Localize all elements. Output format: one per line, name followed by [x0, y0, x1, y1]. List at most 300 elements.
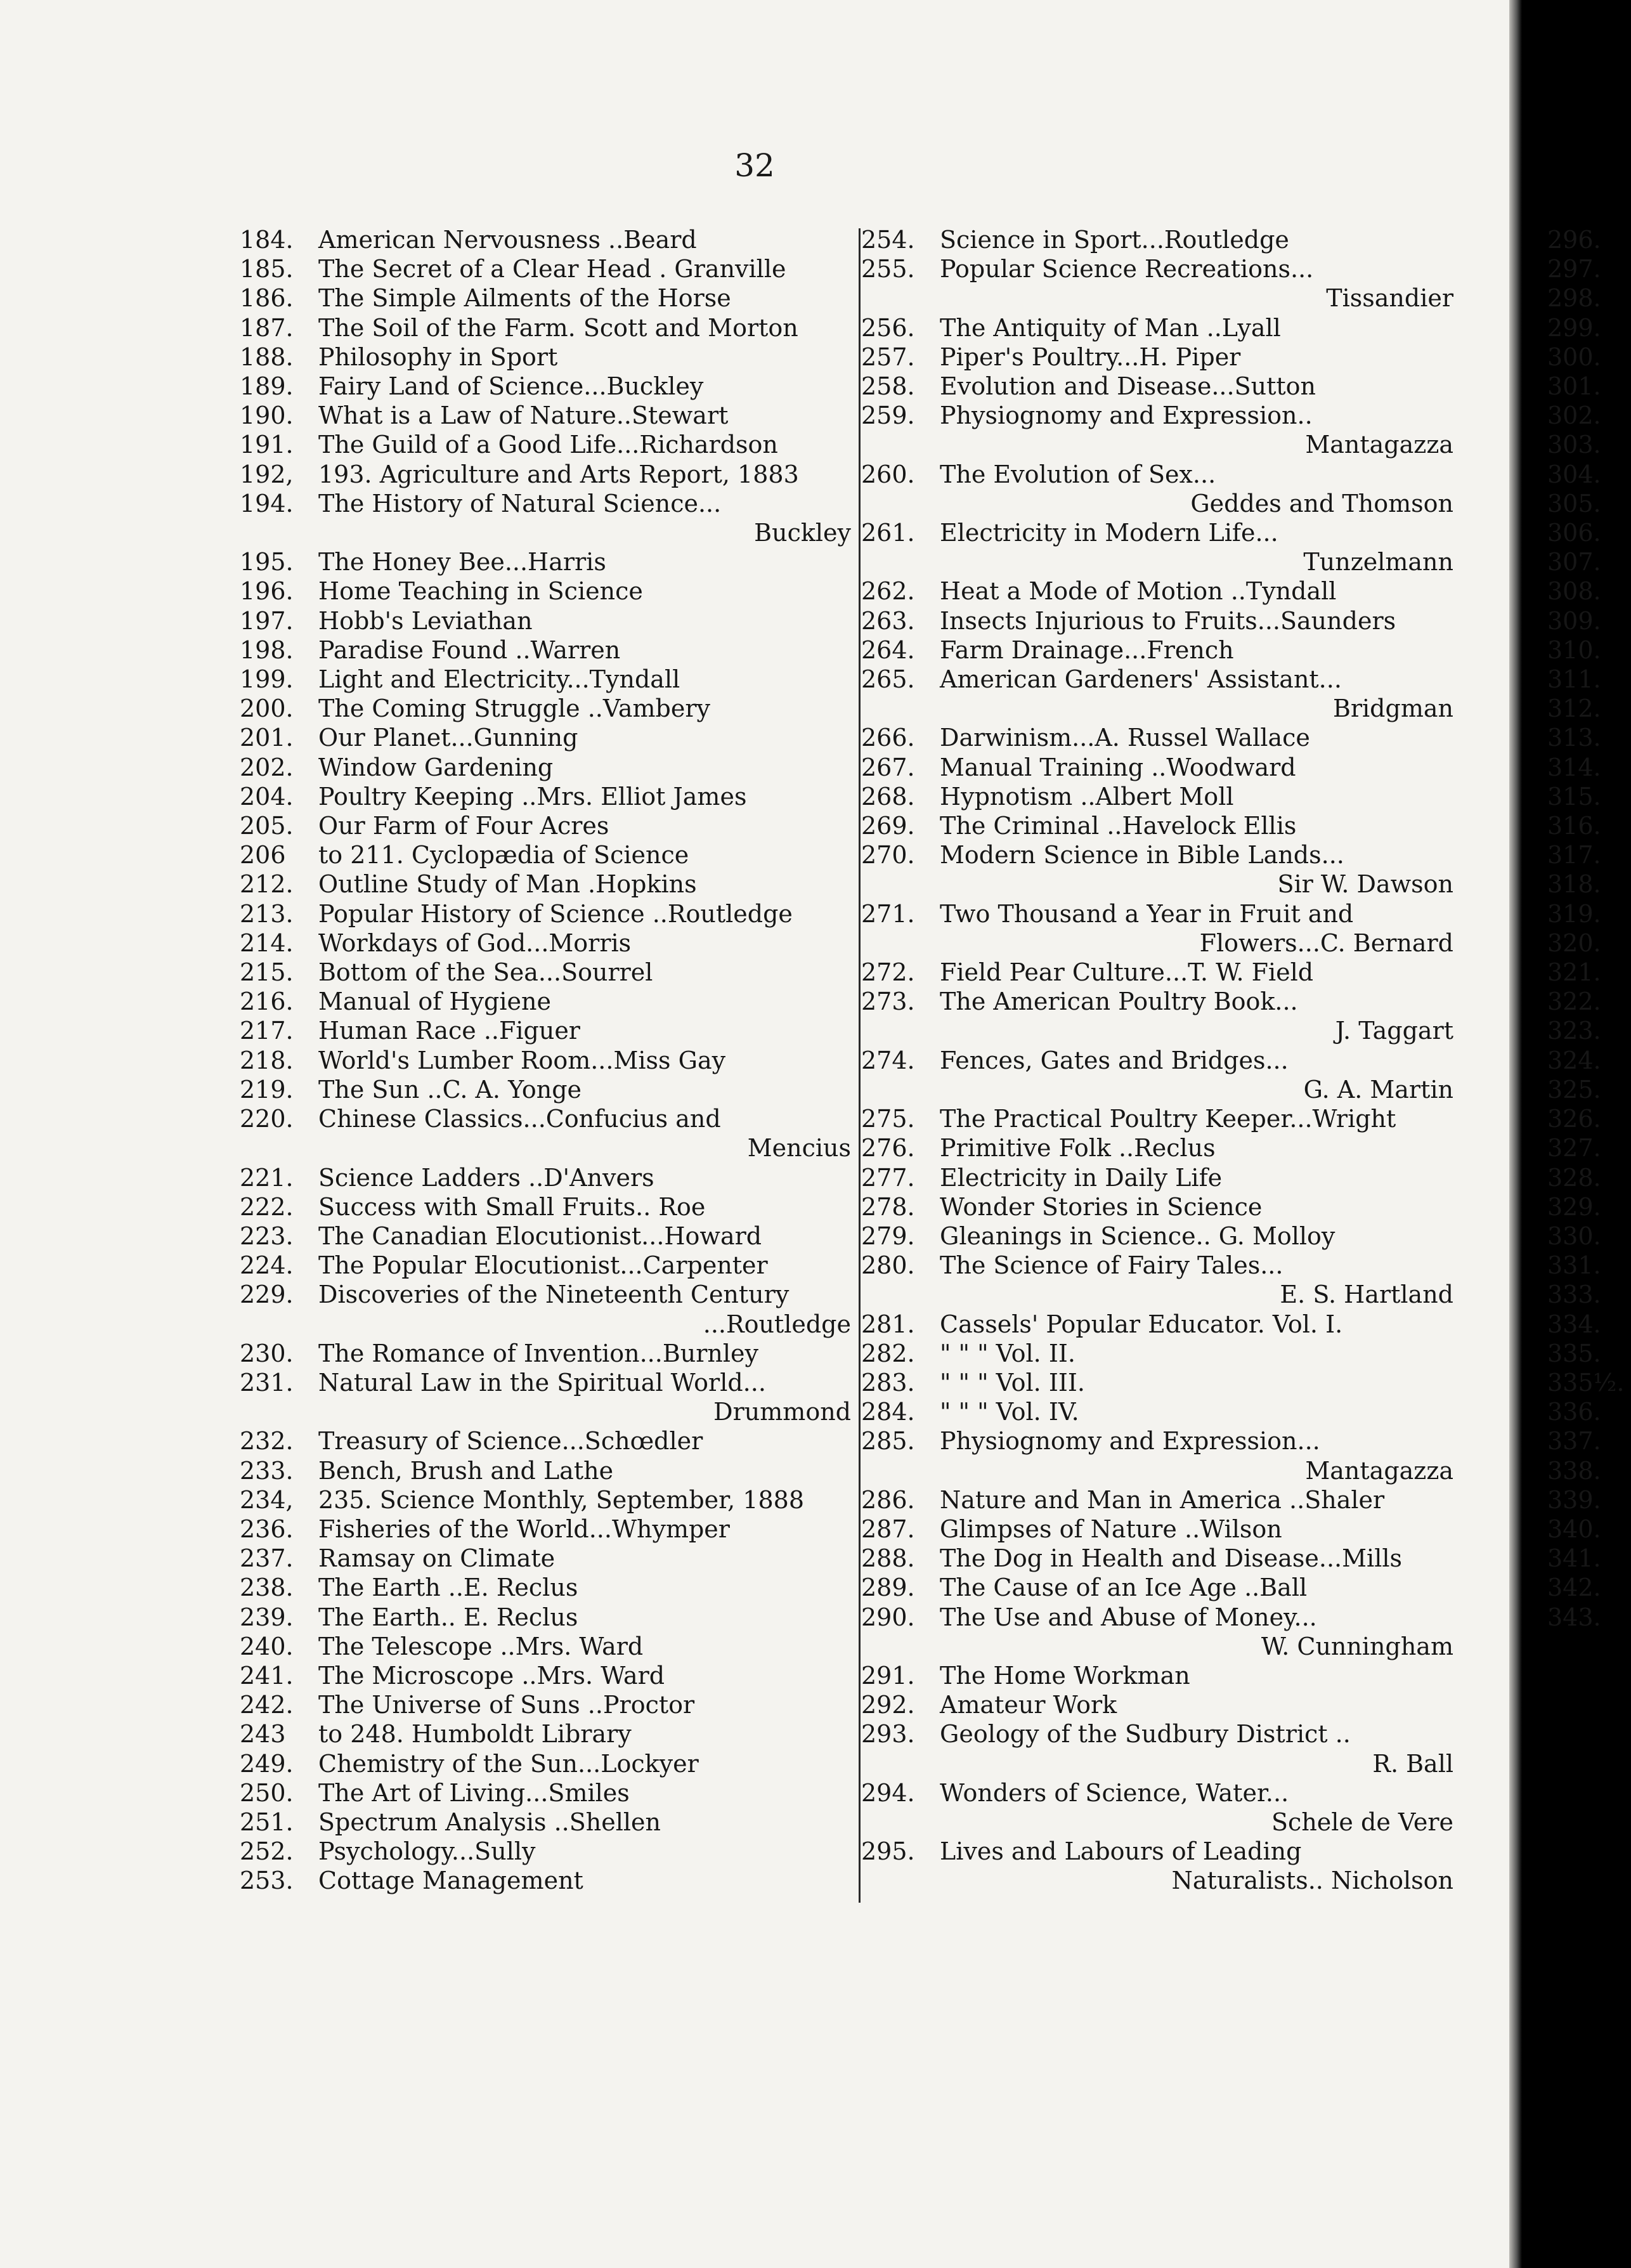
entry-title: Gleanings in Science.. G. Molloy: [940, 1222, 1335, 1250]
catalogue-entry: [861, 1046, 1459, 1104]
entry-number: 185.: [240, 255, 294, 284]
left-column: [240, 225, 856, 1896]
catalogue-entry: [240, 958, 856, 987]
catalogue-entry: [240, 1075, 856, 1104]
entry-number: 239.: [240, 1603, 294, 1631]
entry-title: The Science of Fairy Tales...: [940, 1251, 1283, 1280]
entry-number: 201.: [240, 724, 294, 752]
catalogue-entry: [861, 1368, 1459, 1397]
catalogue-entry: [1547, 694, 1631, 723]
catalogue-entry: [861, 840, 1459, 899]
entry-number: 280.: [861, 1251, 915, 1280]
entry-number: 224.: [240, 1251, 294, 1280]
entry-number: 219.: [240, 1075, 294, 1104]
catalogue-entry: [861, 899, 1459, 958]
entry-author-continuation: Tunzelmann: [1303, 548, 1453, 577]
entry-title: The Dog in Health and Disease...Mills: [940, 1544, 1402, 1573]
catalogue-entry: [1547, 547, 1631, 577]
entry-number: 214.: [240, 929, 294, 957]
catalogue-entry: [240, 254, 856, 284]
entry-title: The Earth.. E. Reclus: [318, 1603, 578, 1631]
entry-title: Physiognomy and Expression...: [940, 1427, 1320, 1456]
catalogue-entry: [861, 987, 1459, 1045]
entry-number: 285.: [861, 1427, 915, 1456]
entry-title: Evolution and Disease...Sutton: [940, 372, 1316, 401]
entry-title: Lives and Labours of Leading: [940, 1837, 1302, 1866]
entry-number: 341.: [1547, 1544, 1601, 1573]
entry-title: Psychology...Sully: [318, 1837, 536, 1866]
entry-number: 223.: [240, 1222, 294, 1250]
entry-number: 240.: [240, 1632, 294, 1660]
entry-number: 249.: [240, 1749, 294, 1778]
entry-number: 328.: [1547, 1163, 1601, 1192]
right-column: [1547, 225, 1631, 1632]
entry-number: 221.: [240, 1163, 294, 1192]
catalogue-entry: [1547, 1426, 1631, 1456]
entry-number: 339.: [1547, 1485, 1601, 1514]
entry-title: Wonder Stories in Science: [940, 1192, 1263, 1221]
entry-number: 262.: [861, 577, 915, 606]
catalogue-entry: [861, 665, 1459, 723]
catalogue-entry: [1547, 313, 1631, 342]
entry-number: 192,: [240, 460, 294, 488]
catalogue-entry: [240, 929, 856, 958]
entry-number: 301.: [1547, 372, 1601, 401]
catalogue-entry: [240, 782, 856, 811]
entry-title: Science in Sport...Routledge: [940, 226, 1289, 254]
catalogue-entry: [861, 254, 1459, 313]
entry-number: 310.: [1547, 635, 1601, 664]
entry-title: Hobb's Leviathan: [318, 606, 533, 635]
entry-number: 323.: [1547, 1017, 1601, 1045]
entry-number: 253.: [240, 1867, 294, 1895]
entry-number: 188.: [240, 342, 294, 371]
entry-number: 315.: [1547, 782, 1601, 811]
entry-number: 278.: [861, 1192, 915, 1221]
entry-number: 204.: [240, 782, 294, 811]
entry-title: Two Thousand a Year in Fruit and: [940, 899, 1354, 928]
entry-number: 206: [240, 841, 286, 870]
entry-title: The Antiquity of Man ..Lyall: [940, 313, 1281, 342]
catalogue-entry: [240, 1456, 856, 1485]
entry-number: 317.: [1547, 841, 1601, 870]
catalogue-entry: [861, 313, 1459, 342]
catalogue-entry: [240, 694, 856, 723]
entry-title: Manual of Hygiene: [318, 987, 551, 1016]
entry-number: 288.: [861, 1544, 915, 1573]
scan-edge: [1509, 0, 1522, 2268]
entry-number: 299.: [1547, 313, 1601, 342]
catalogue-entry: [1547, 1163, 1631, 1192]
catalogue-entry: [861, 635, 1459, 665]
catalogue-entry: [861, 342, 1459, 372]
entry-title: The Use and Abuse of Money...: [940, 1603, 1317, 1631]
catalogue-entry: [240, 1778, 856, 1808]
entry-number: 274.: [861, 1046, 915, 1074]
entry-author-continuation: G. A. Martin: [1303, 1075, 1453, 1104]
entry-number: 284.: [861, 1398, 915, 1426]
catalogue-entry: [861, 1837, 1459, 1895]
entry-number: 304.: [1547, 460, 1601, 488]
entry-number: 298.: [1547, 284, 1601, 313]
catalogue-entry: [1547, 1397, 1631, 1426]
entry-title: Electricity in Daily Life: [940, 1163, 1223, 1192]
entry-title: The Soil of the Farm. Scott and Morton: [318, 313, 798, 342]
entry-title: 235. Science Monthly, September, 1888: [318, 1485, 805, 1514]
entry-number: 233.: [240, 1456, 294, 1485]
catalogue-entry: [1547, 870, 1631, 899]
catalogue-entry: [861, 1573, 1459, 1602]
catalogue-entry: [861, 1192, 1459, 1222]
entry-title: Field Pear Culture...T. W. Field: [940, 958, 1314, 987]
entry-number: 286.: [861, 1485, 915, 1514]
catalogue-entry: [861, 577, 1459, 606]
entry-number: 259.: [861, 401, 915, 430]
entry-number: 241.: [240, 1661, 294, 1690]
catalogue-entry: [1547, 840, 1631, 870]
entry-title: American Nervousness ..Beard: [318, 226, 697, 254]
catalogue-entry: [240, 1632, 856, 1661]
entry-number: 330.: [1547, 1222, 1601, 1250]
catalogue-entry: [240, 313, 856, 342]
entry-title: The Coming Struggle ..Vambery: [318, 694, 710, 723]
entry-title: The American Poultry Book...: [940, 987, 1298, 1016]
middle-column: [861, 225, 1459, 1896]
entry-number: 269.: [861, 812, 915, 840]
entry-title: Electricity in Modern Life...: [940, 519, 1278, 547]
catalogue-entry: [1547, 1192, 1631, 1222]
entry-title: The Cause of an Ice Age ..Ball: [940, 1574, 1308, 1602]
entry-number: 200.: [240, 694, 294, 723]
column-divider: [859, 228, 861, 1903]
entry-title: Insects Injurious to Fruits...Saunders: [940, 606, 1396, 635]
entry-number: 198.: [240, 635, 294, 664]
catalogue-entry: [240, 1749, 856, 1778]
catalogue-entry: [861, 958, 1459, 987]
entry-title: Chemistry of the Sun...Lockyer: [318, 1749, 699, 1778]
entry-title: Philosophy in Sport: [318, 342, 558, 371]
catalogue-entry: [1547, 401, 1631, 430]
entry-author-continuation: Mantagazza: [1305, 1456, 1453, 1485]
entry-number: 266.: [861, 724, 915, 752]
entry-number: 313.: [1547, 724, 1601, 752]
entry-title: Wonders of Science, Water...: [940, 1778, 1289, 1807]
catalogue-entry: [1547, 284, 1631, 313]
catalogue-entry: [240, 606, 856, 635]
entry-title: Light and Electricity...Tyndall: [318, 665, 680, 694]
catalogue-entry: [240, 1661, 856, 1690]
entry-number: 302.: [1547, 401, 1601, 430]
entry-number: 297.: [1547, 255, 1601, 284]
entry-number: 293.: [861, 1720, 915, 1749]
entry-title: Modern Science in Bible Lands...: [940, 841, 1344, 870]
entry-author-continuation: Bridgman: [1332, 694, 1453, 723]
catalogue-entry: [240, 840, 856, 870]
catalogue-entry: [1547, 1046, 1631, 1075]
entry-title: Cassels' Popular Educator. Vol. I.: [940, 1310, 1343, 1338]
catalogue-entry: [1547, 1310, 1631, 1339]
entry-number: 265.: [861, 665, 915, 694]
catalogue-entry: [240, 635, 856, 665]
catalogue-entry: [240, 342, 856, 372]
entry-number: 216.: [240, 987, 294, 1016]
catalogue-entry: [1547, 342, 1631, 372]
entry-title: World's Lumber Room...Miss Gay: [318, 1046, 726, 1074]
entry-title: to 248. Humboldt Library: [318, 1720, 632, 1749]
entry-author-continuation: Flowers...C. Bernard: [1199, 929, 1453, 957]
catalogue-entry: [861, 1251, 1459, 1309]
entry-title: The Evolution of Sex...: [940, 460, 1216, 488]
entry-number: 260.: [861, 460, 915, 488]
catalogue-entry: [861, 1426, 1459, 1485]
catalogue-entry: [1547, 430, 1631, 459]
catalogue-entry: [861, 606, 1459, 635]
entry-number: 255.: [861, 255, 915, 284]
catalogue-entry: [240, 1222, 856, 1251]
entry-number: 267.: [861, 753, 915, 781]
catalogue-entry: [240, 401, 856, 430]
catalogue-entry: [1547, 1603, 1631, 1632]
entry-number: 333.: [1547, 1281, 1601, 1309]
entry-title: The Popular Elocutionist...Carpenter: [318, 1251, 768, 1280]
entry-title: American Gardeners' Assistant...: [940, 665, 1342, 694]
entry-number: 305.: [1547, 489, 1601, 518]
entry-title: Geology of the Sudbury District ..: [940, 1720, 1351, 1749]
catalogue-entry: [240, 1603, 856, 1632]
entry-title: The Romance of Invention...Burnley: [318, 1339, 758, 1367]
catalogue-entry: [240, 899, 856, 929]
entry-title: Bench, Brush and Lathe: [318, 1456, 614, 1485]
catalogue-entry: [240, 1016, 856, 1045]
entry-title: Fisheries of the World...Whymper: [318, 1515, 730, 1543]
entry-number: 291.: [861, 1661, 915, 1690]
catalogue-entry: [1547, 635, 1631, 665]
entry-number: 279.: [861, 1222, 915, 1250]
entry-number: 296.: [1547, 226, 1601, 254]
catalogue-entry: [1547, 1456, 1631, 1485]
catalogue-entry: [1547, 254, 1631, 284]
entry-title: Paradise Found ..Warren: [318, 635, 621, 664]
entry-number: 220.: [240, 1105, 294, 1133]
entry-number: 261.: [861, 519, 915, 547]
entry-number: 281.: [861, 1310, 915, 1338]
catalogue-entry: [240, 1426, 856, 1456]
catalogue-entry: [1547, 1133, 1631, 1163]
entry-number: 336.: [1547, 1398, 1601, 1426]
entry-number: 271.: [861, 899, 915, 928]
catalogue-entry: [861, 401, 1459, 459]
catalogue-entry: [861, 1515, 1459, 1544]
entry-title: Treasury of Science...Schœdler: [318, 1427, 703, 1456]
entry-number: 300.: [1547, 342, 1601, 371]
catalogue-entry: [1547, 958, 1631, 987]
entry-title: The Universe of Suns ..Proctor: [318, 1691, 695, 1719]
catalogue-entry: [240, 1866, 856, 1895]
entry-title: Science Ladders ..D'Anvers: [318, 1163, 654, 1192]
entry-number: 254.: [861, 226, 915, 254]
entry-number: 218.: [240, 1046, 294, 1074]
entry-title: The Guild of a Good Life...Richardson: [318, 431, 778, 459]
entry-title: Physiognomy and Expression..: [940, 401, 1313, 430]
entry-title: The Home Workman: [940, 1661, 1190, 1690]
catalogue-entry: [240, 1368, 856, 1426]
entry-title: Natural Law in the Spiritual World...: [318, 1368, 766, 1397]
entry-title: 193. Agriculture and Arts Report, 1883: [318, 460, 799, 488]
catalogue-entry: [240, 1515, 856, 1544]
entry-author-continuation: Drummond: [713, 1398, 851, 1426]
catalogue-entry: [240, 665, 856, 694]
entry-number: 270.: [861, 841, 915, 870]
entry-number: 329.: [1547, 1192, 1601, 1221]
entry-number: 282.: [861, 1339, 915, 1367]
catalogue-entry: [861, 753, 1459, 782]
catalogue-entry: [1547, 1485, 1631, 1515]
catalogue-entry: [861, 1163, 1459, 1192]
entry-number: 275.: [861, 1105, 915, 1133]
entry-number: 277.: [861, 1163, 915, 1192]
entry-number: 258.: [861, 372, 915, 401]
entry-title: Success with Small Fruits.. Roe: [318, 1192, 706, 1221]
catalogue-entry: [1547, 372, 1631, 401]
entry-number: 217.: [240, 1017, 294, 1045]
entry-title: Spectrum Analysis ..Shellen: [318, 1808, 661, 1836]
entry-number: 292.: [861, 1691, 915, 1719]
entry-number: 331.: [1547, 1251, 1601, 1280]
catalogue-entry: [1547, 1573, 1631, 1602]
catalogue-entry: [861, 225, 1459, 254]
entry-number: 236.: [240, 1515, 294, 1543]
entry-number: 194.: [240, 489, 294, 518]
catalogue-entry: [861, 1339, 1459, 1368]
catalogue-entry: [240, 1192, 856, 1222]
catalogue-entry: [1547, 987, 1631, 1016]
entry-title: The Honey Bee...Harris: [318, 548, 606, 577]
entry-number: 319.: [1547, 899, 1601, 928]
catalogue-entry: [861, 723, 1459, 752]
entry-number: 325.: [1547, 1075, 1601, 1104]
entry-author-continuation: Naturalists.. Nicholson: [1171, 1867, 1453, 1895]
entry-number: 311.: [1547, 665, 1601, 694]
entry-number: 268.: [861, 782, 915, 811]
entry-title: Window Gardening: [318, 753, 554, 781]
entry-author-continuation: W. Cunningham: [1261, 1632, 1453, 1660]
entry-number: 290.: [861, 1603, 915, 1631]
catalogue-entry: [1547, 1544, 1631, 1573]
entry-number: 342.: [1547, 1574, 1601, 1602]
entry-number: 276.: [861, 1134, 915, 1163]
entry-number: 307.: [1547, 548, 1601, 577]
entry-number: 222.: [240, 1192, 294, 1221]
entry-number: 256.: [861, 313, 915, 342]
entry-title: Piper's Poultry...H. Piper: [940, 342, 1241, 371]
catalogue-entry: [240, 987, 856, 1016]
catalogue-entry: [861, 1603, 1459, 1661]
catalogue-entry: [861, 1397, 1459, 1426]
entry-number: 234,: [240, 1485, 294, 1514]
catalogue-entry: [1547, 460, 1631, 489]
catalogue-entry: [861, 1719, 1459, 1778]
entry-title: Workdays of God...Morris: [318, 929, 632, 957]
catalogue-entry: [861, 1310, 1459, 1339]
catalogue-entry: [861, 1690, 1459, 1719]
entry-number: 273.: [861, 987, 915, 1016]
entry-author-continuation: R. Ball: [1372, 1749, 1453, 1778]
entry-title: Home Teaching in Science: [318, 577, 643, 606]
entry-title: Poultry Keeping ..Mrs. Elliot James: [318, 782, 747, 811]
entry-number: 230.: [240, 1339, 294, 1367]
entry-number: 289.: [861, 1574, 915, 1602]
entry-number: 320.: [1547, 929, 1601, 957]
catalogue-entry: [240, 1163, 856, 1192]
catalogue-entry: [861, 1104, 1459, 1133]
catalogue-entry: [861, 1222, 1459, 1251]
catalogue-entry: [1547, 518, 1631, 547]
entry-number: 186.: [240, 284, 294, 313]
entry-author-continuation: J. Taggart: [1335, 1017, 1453, 1045]
catalogue-entry: [861, 1544, 1459, 1573]
catalogue-entry: [1547, 1280, 1631, 1309]
entry-number: 303.: [1547, 431, 1601, 459]
entry-title: What is a Law of Nature..Stewart: [318, 401, 729, 430]
entry-title: The Criminal ..Havelock Ellis: [940, 812, 1297, 840]
entry-title: Glimpses of Nature ..Wilson: [940, 1515, 1282, 1543]
entry-number: 309.: [1547, 606, 1601, 635]
catalogue-entry: [240, 1573, 856, 1602]
catalogue-entry: [240, 1280, 856, 1338]
catalogue-entry: [1547, 1368, 1631, 1397]
catalogue-entry: [1547, 1075, 1631, 1104]
catalogue-entry: [861, 782, 1459, 811]
entry-title: Human Race ..Figuer: [318, 1017, 580, 1045]
entry-number: 184.: [240, 226, 294, 254]
entry-title: Bottom of the Sea...Sourrel: [318, 958, 653, 987]
catalogue-entry: [240, 430, 856, 459]
entry-title: Ramsay on Climate: [318, 1544, 556, 1573]
catalogue-entry: [861, 518, 1459, 577]
entry-title: Popular History of Science ..Routledge: [318, 899, 793, 928]
entry-number: 189.: [240, 372, 294, 401]
catalogue-entry: [1547, 1339, 1631, 1368]
catalogue-entry: [1547, 1251, 1631, 1280]
entry-author-continuation: Mantagazza: [1305, 431, 1453, 459]
entry-number: 264.: [861, 635, 915, 664]
entry-number: 316.: [1547, 812, 1601, 840]
entry-number: 191.: [240, 431, 294, 459]
entry-number: 243: [240, 1720, 286, 1749]
page-number: 32: [734, 147, 775, 184]
entry-author-continuation: ...Routledge: [703, 1310, 851, 1338]
catalogue-entry: [240, 1251, 856, 1280]
entry-title: The Telescope ..Mrs. Ward: [318, 1632, 644, 1660]
entry-number: 199.: [240, 665, 294, 694]
catalogue-entry: [240, 460, 856, 489]
catalogue-entry: [240, 1837, 856, 1866]
catalogue-entry: [240, 372, 856, 401]
entry-number: 326.: [1547, 1105, 1601, 1133]
entry-title: Chinese Classics...Confucius and: [318, 1105, 721, 1133]
catalogue-entry: [1547, 1016, 1631, 1045]
entry-number: 195.: [240, 548, 294, 577]
entry-number: 202.: [240, 753, 294, 781]
entry-title: " " " Vol. II.: [940, 1339, 1075, 1367]
entry-author-continuation: Geddes and Thomson: [1190, 489, 1453, 518]
entry-title: Our Planet...Gunning: [318, 724, 578, 752]
catalogue-entry: [1547, 929, 1631, 958]
catalogue-entry: [240, 577, 856, 606]
entry-number: 327.: [1547, 1134, 1601, 1163]
entry-author-continuation: Mencius: [747, 1134, 851, 1163]
entry-number: 237.: [240, 1544, 294, 1573]
